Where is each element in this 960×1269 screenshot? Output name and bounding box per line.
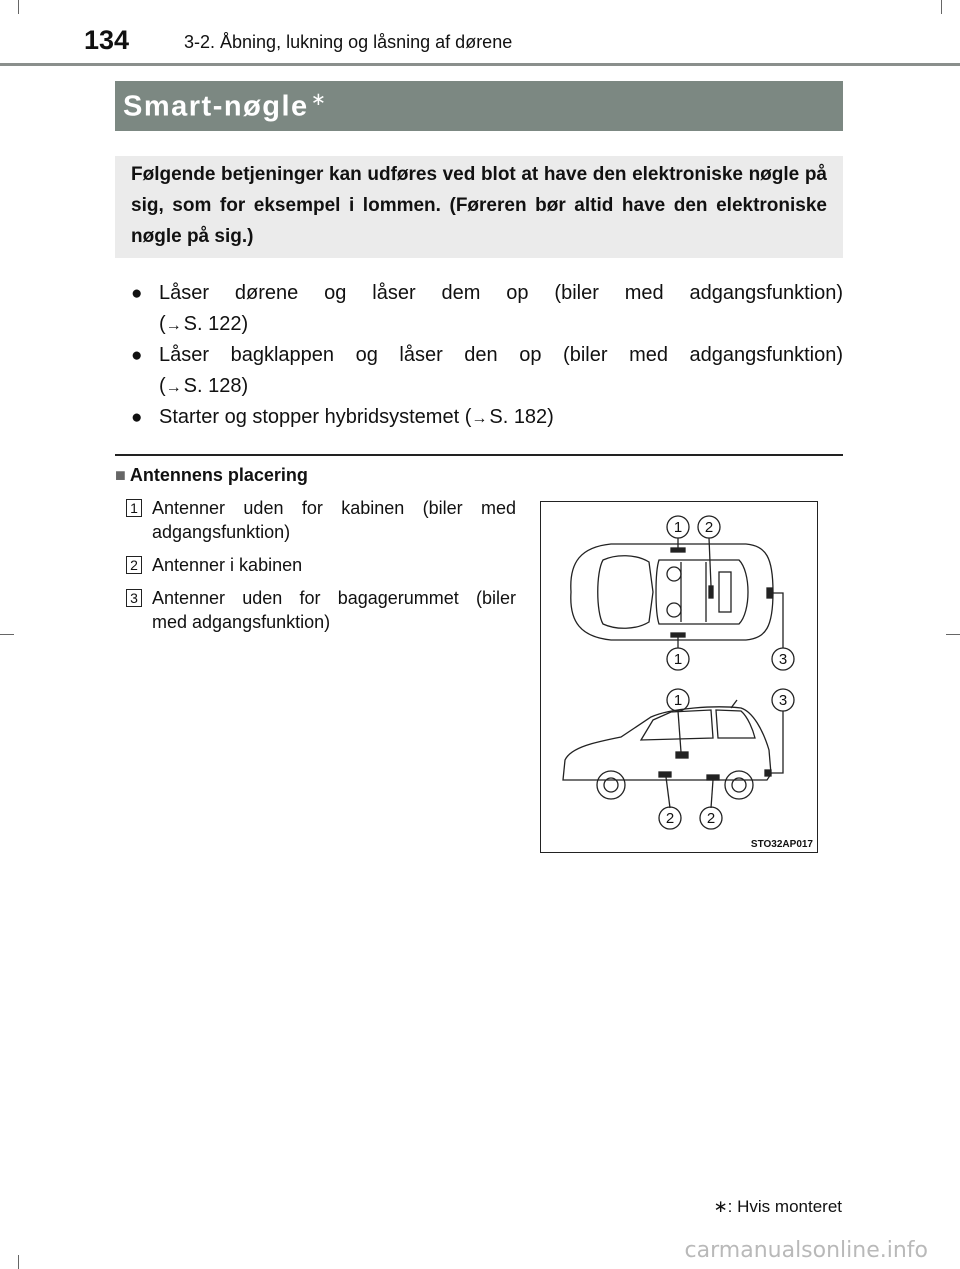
arrow-icon: →	[165, 379, 182, 396]
car-side-body	[563, 707, 771, 780]
crop-mark	[946, 634, 960, 635]
legend-text: adgangsfunktion)	[152, 522, 291, 542]
legend-text: Antenner i kabinen	[152, 555, 303, 575]
legend-item	[126, 586, 516, 634]
car-top-roof	[656, 560, 748, 624]
bullet-ref	[159, 371, 843, 403]
bullet-ref	[159, 309, 843, 341]
bullet-icon: ●	[131, 407, 143, 428]
watermark[interactable]: carmanualsonline.info	[684, 1238, 928, 1263]
leader-line	[771, 711, 783, 773]
seat	[667, 603, 681, 617]
page-ref[interactable]: S. 182)	[489, 406, 554, 428]
arrow-icon: →	[471, 410, 488, 427]
crop-mark	[0, 634, 14, 635]
page-ref[interactable]: S. 128)	[183, 375, 249, 397]
leader-line	[711, 780, 713, 808]
car-top-body	[571, 544, 773, 640]
legend-number: 1	[126, 499, 142, 517]
legend-text: Antenner uden for bagagerummet (biler	[152, 588, 516, 608]
header-rule	[0, 63, 960, 66]
antenna-mark	[765, 770, 771, 776]
bullet-item	[131, 340, 843, 403]
leader-line	[772, 593, 783, 648]
antenna-mark	[709, 586, 713, 598]
bullet-icon: ●	[131, 283, 143, 304]
antenna-figure	[540, 501, 818, 853]
rear-seat	[719, 572, 731, 612]
crop-mark	[18, 1255, 19, 1269]
callout-number: 2	[704, 519, 714, 536]
car-side-window	[716, 710, 755, 738]
crop-mark	[18, 0, 19, 14]
square-icon: ■	[115, 465, 126, 485]
legend-number: 2	[126, 556, 142, 574]
car-illustration	[541, 502, 817, 852]
antenna-mark	[707, 775, 719, 780]
bullet-text: Låser dørene og låser dem op (biler med adgangsfunktion)	[159, 282, 843, 304]
callout-number: 1	[673, 519, 683, 536]
legend-text: med adgangsfunktion)	[152, 612, 331, 632]
subsection-heading	[115, 465, 308, 486]
page-title-text: Smart-nøgle	[123, 90, 309, 123]
bullet-item	[131, 278, 843, 341]
callout-number: 2	[665, 810, 675, 827]
bullet-text	[159, 402, 843, 434]
legend-item	[126, 553, 516, 577]
section-divider	[115, 454, 843, 456]
intro-text: Følgende betjeninger kan udføres ved blot at have den elektroniske nøgle på sig, som for eksempel i lommen. (Føreren bør altid have den elektroniske nøgle på sig.)	[131, 164, 827, 247]
leader-line	[666, 777, 670, 808]
antenna-mark	[676, 752, 688, 758]
crop-mark	[941, 0, 942, 14]
page-title	[123, 89, 327, 124]
callout-number: 3	[778, 692, 788, 709]
arrow-icon: →	[165, 317, 182, 334]
title-band	[115, 81, 843, 131]
legend-item	[126, 496, 516, 544]
antenna-mark	[671, 548, 685, 552]
leader-line	[709, 538, 711, 586]
callout-number: 3	[778, 651, 788, 668]
leader-line	[678, 711, 681, 752]
antenna-mark	[659, 772, 671, 777]
car-side-window	[641, 710, 713, 740]
section-title: 3-2. Åbning, lukning og låsning af dørene	[184, 32, 513, 52]
seat	[667, 567, 681, 581]
antenna-mark	[671, 633, 685, 637]
legend-number: 3	[126, 589, 142, 607]
callout-number: 1	[673, 651, 683, 668]
rear-wheel	[725, 771, 753, 799]
front-wheel	[597, 771, 625, 799]
footnote: ∗: Hvis monteret	[713, 1197, 842, 1216]
bullet-text-main: Starter og stopper hybridsystemet (	[159, 406, 472, 428]
figure-code: STO32AP017	[750, 839, 813, 850]
legend-text: Antenner uden for kabinen (biler med	[152, 498, 516, 518]
car-top-windshield	[598, 556, 653, 629]
paren: (	[159, 313, 166, 335]
bullet-item	[131, 402, 843, 434]
page-ref[interactable]: S. 122)	[183, 313, 249, 335]
callout-number: 1	[673, 692, 683, 709]
antenna-mark	[767, 588, 772, 598]
paren: (	[159, 375, 166, 397]
page-number: 134	[84, 25, 130, 55]
subsection-heading-text: Antennens placering	[129, 465, 308, 485]
optional-star: ∗	[310, 89, 328, 109]
bullet-text: Låser bagklappen og låser den op (biler med adgangsfunktion)	[159, 344, 843, 366]
intro-box	[115, 156, 843, 258]
bullet-icon: ●	[131, 345, 143, 366]
callout-number: 2	[706, 810, 716, 827]
